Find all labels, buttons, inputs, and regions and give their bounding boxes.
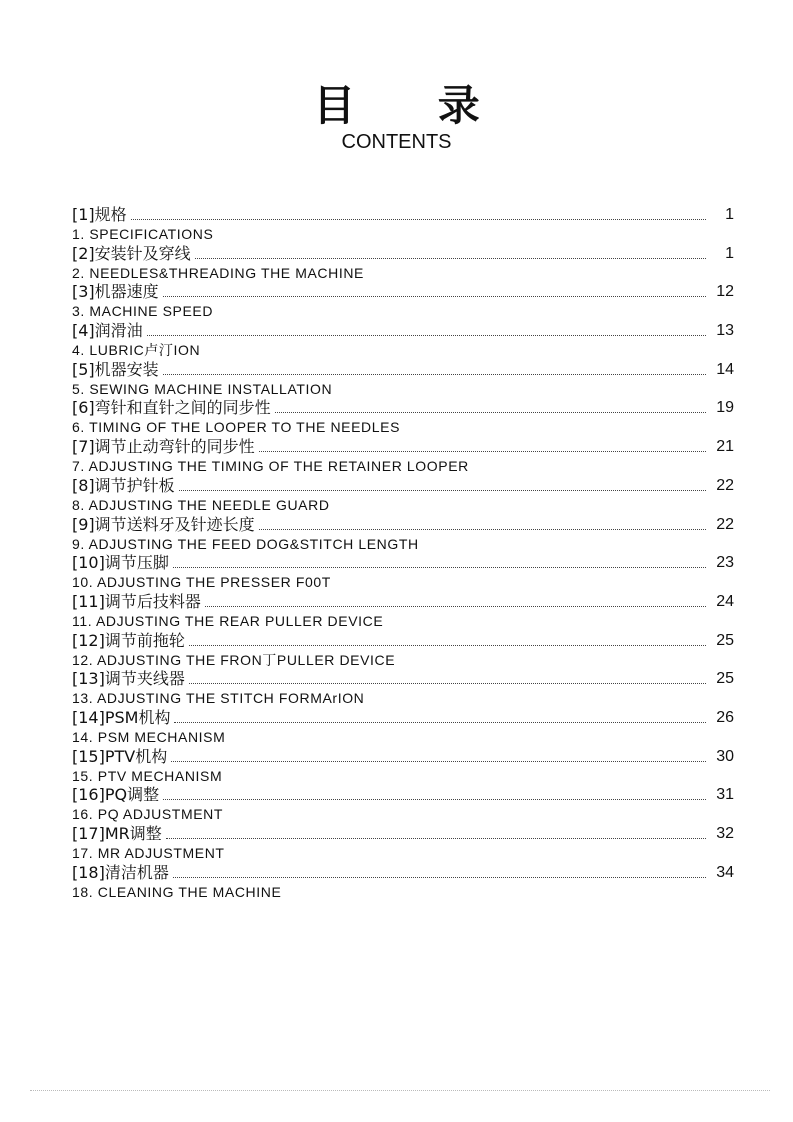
dot-leader: [179, 489, 706, 491]
toc-entry-chinese-line: [72, 863, 734, 883]
toc-entry-chinese-title: [7]调节止动弯针的同步性: [72, 437, 255, 457]
dot-leader: [171, 760, 706, 762]
toc-entry: [72, 282, 734, 321]
toc-entry: [72, 824, 734, 863]
toc-entry-english-title: 18. CLEANING THE MACHINE: [72, 883, 282, 900]
toc-entry: [72, 669, 734, 708]
toc-entry: [72, 244, 734, 283]
toc-entry-english-title: 7. ADJUSTING THE TIMING OF THE RETAINER LOOPER: [72, 458, 469, 475]
toc-entry: [72, 747, 734, 786]
toc-entry: [72, 708, 734, 747]
toc-entry-english-title: 15. PTV MECHANISM: [72, 767, 223, 784]
toc-entry: [72, 631, 734, 670]
toc-entry-chinese-title: [18]清洁机器: [72, 862, 169, 882]
toc-entry-chinese-title: [4]润滑油: [72, 321, 143, 341]
dot-leader: [163, 798, 706, 800]
dot-leader: [189, 644, 706, 646]
page-title-chinese: 目 录: [313, 81, 514, 130]
dot-leader: [147, 334, 706, 336]
toc-entry-page-number: 1: [725, 206, 734, 223]
dot-leader: [259, 450, 706, 452]
toc-entry-chinese-line: [72, 360, 734, 380]
toc-entry: [72, 205, 734, 244]
toc-entry-chinese-line: [72, 205, 734, 225]
toc-entry-english-title: 5. SEWING MACHINE INSTALLATION: [72, 380, 333, 397]
toc-entry-chinese-line: [72, 553, 734, 573]
toc-entry-english-title: 1. SPECIFICATIONS: [72, 226, 214, 242]
table-of-contents: [72, 205, 734, 901]
toc-entry-page-number: 31: [716, 786, 734, 804]
toc-entry-page-number: 30: [716, 747, 734, 765]
toc-entry-english-title: 3. MACHINE SPEED: [72, 303, 214, 320]
toc-entry: [72, 863, 734, 902]
dot-leader: [163, 373, 706, 375]
toc-entry-page-number: 14: [716, 360, 734, 378]
toc-entry-chinese-line: [72, 282, 734, 302]
dot-leader: [163, 295, 706, 297]
dot-leader: [166, 837, 706, 839]
dot-leader: [195, 257, 706, 259]
toc-entry-chinese-line: [72, 398, 734, 418]
toc-entry-english-title: 17. MR ADJUSTMENT: [72, 845, 225, 861]
toc-entry-page-number: 12: [716, 283, 734, 301]
dot-leader: [174, 721, 706, 723]
toc-entry-english-title: 2. NEEDLES&THREADING THE MACHINE: [72, 264, 364, 281]
toc-entry-page-number: 22: [716, 515, 734, 533]
toc-entry-chinese-line: [72, 785, 734, 805]
toc-entry-page-number: 26: [716, 708, 734, 726]
toc-entry: [72, 553, 734, 592]
toc-entry-page-number: 19: [716, 399, 734, 417]
toc-entry-chinese-title: [3]机器速度: [72, 282, 159, 302]
toc-entry-english-title: 10. ADJUSTING THE PRESSER F00T: [72, 574, 331, 591]
toc-entry-page-number: 24: [716, 592, 734, 610]
toc-entry-page-number: 22: [716, 476, 734, 494]
toc-entry-chinese-line: [72, 515, 734, 535]
toc-entry-english-title: 11. ADJUSTING THE REAR PULLER DEVICE: [72, 612, 384, 629]
toc-entry-chinese-title: [16]PQ调整: [72, 785, 160, 805]
footer-divider: [30, 1090, 770, 1091]
toc-entry-page-number: 25: [716, 670, 734, 688]
page-title-english: CONTENTS: [341, 131, 452, 153]
toc-entry-chinese-line: [72, 669, 734, 689]
toc-entry-chinese-line: [72, 244, 734, 264]
toc-entry-page-number: 13: [716, 322, 734, 340]
toc-entry-chinese-title: [9]调节送料牙及针迹长度: [72, 514, 255, 534]
toc-entry-english-title: 4. LUBRIC卢汀ION: [72, 342, 201, 359]
dot-leader: [205, 605, 706, 607]
toc-entry-chinese-title: [5]机器安装: [72, 359, 159, 379]
dot-leader: [189, 682, 706, 684]
toc-entry-chinese-line: [72, 321, 734, 341]
toc-entry-chinese-title: [13]调节夹线器: [72, 669, 185, 689]
toc-entry-english-title: 8. ADJUSTING THE NEEDLE GUARD: [72, 496, 330, 513]
toc-entry-page-number: 21: [716, 438, 734, 456]
dot-leader: [173, 876, 706, 878]
toc-entry-chinese-line: [72, 592, 734, 612]
toc-entry-page-number: 32: [716, 825, 734, 842]
toc-entry: [72, 321, 734, 360]
toc-entry-chinese-line: [72, 824, 734, 844]
toc-entry: [72, 592, 734, 631]
toc-entry-english-title: 6. TIMING OF THE LOOPER TO THE NEEDLES: [72, 419, 401, 436]
dot-leader: [173, 566, 706, 568]
toc-entry-chinese-line: [72, 437, 734, 457]
toc-entry-english-title: 16. PQ ADJUSTMENT: [72, 806, 224, 823]
dot-leader: [259, 528, 706, 530]
toc-entry-chinese-title: [11]调节后技料器: [72, 591, 201, 611]
dot-leader: [275, 411, 706, 413]
toc-entry-chinese-line: [72, 747, 734, 767]
toc-entry: [72, 437, 734, 476]
toc-entry-chinese-title: [6]弯针和直针之间的同步性: [72, 398, 271, 418]
toc-entry-english-title: 9. ADJUSTING THE FEED DOG&STITCH LENGTH: [72, 535, 419, 552]
toc-entry-page-number: 34: [716, 863, 734, 881]
toc-entry-chinese-line: [72, 476, 734, 496]
toc-entry-chinese-title: [17]MR调整: [72, 824, 162, 843]
toc-entry-chinese-line: [72, 708, 734, 728]
toc-entry-chinese-title: [10]调节压脚: [72, 553, 169, 573]
toc-entry-page-number: 23: [716, 554, 734, 572]
toc-entry: [72, 398, 734, 437]
toc-entry-chinese-title: [2]安装针及穿线: [72, 243, 191, 263]
toc-entry-chinese-title: [8]调节护针板: [72, 475, 175, 495]
toc-entry-chinese-title: [15]PTV机构: [72, 746, 168, 766]
toc-entry-chinese-line: [72, 631, 734, 651]
toc-entry-chinese-title: [1]规格: [72, 205, 127, 224]
toc-entry: [72, 360, 734, 399]
dot-leader: [131, 218, 706, 220]
toc-entry: [72, 785, 734, 824]
toc-entry-page-number: 1: [725, 244, 734, 262]
toc-entry-page-number: 25: [716, 631, 734, 649]
toc-entry-english-title: 14. PSM MECHANISM: [72, 728, 226, 745]
toc-entry-english-title: 12. ADJUSTING THE FRON丁PULLER DEVICE: [72, 651, 396, 668]
toc-entry: [72, 476, 734, 515]
toc-entry-chinese-title: [14]PSM机构: [72, 707, 171, 727]
toc-entry-chinese-title: [12]调节前拖轮: [72, 630, 185, 650]
toc-entry: [72, 515, 734, 554]
toc-entry-english-title: 13. ADJUSTING THE STITCH FORMArION: [72, 690, 365, 707]
